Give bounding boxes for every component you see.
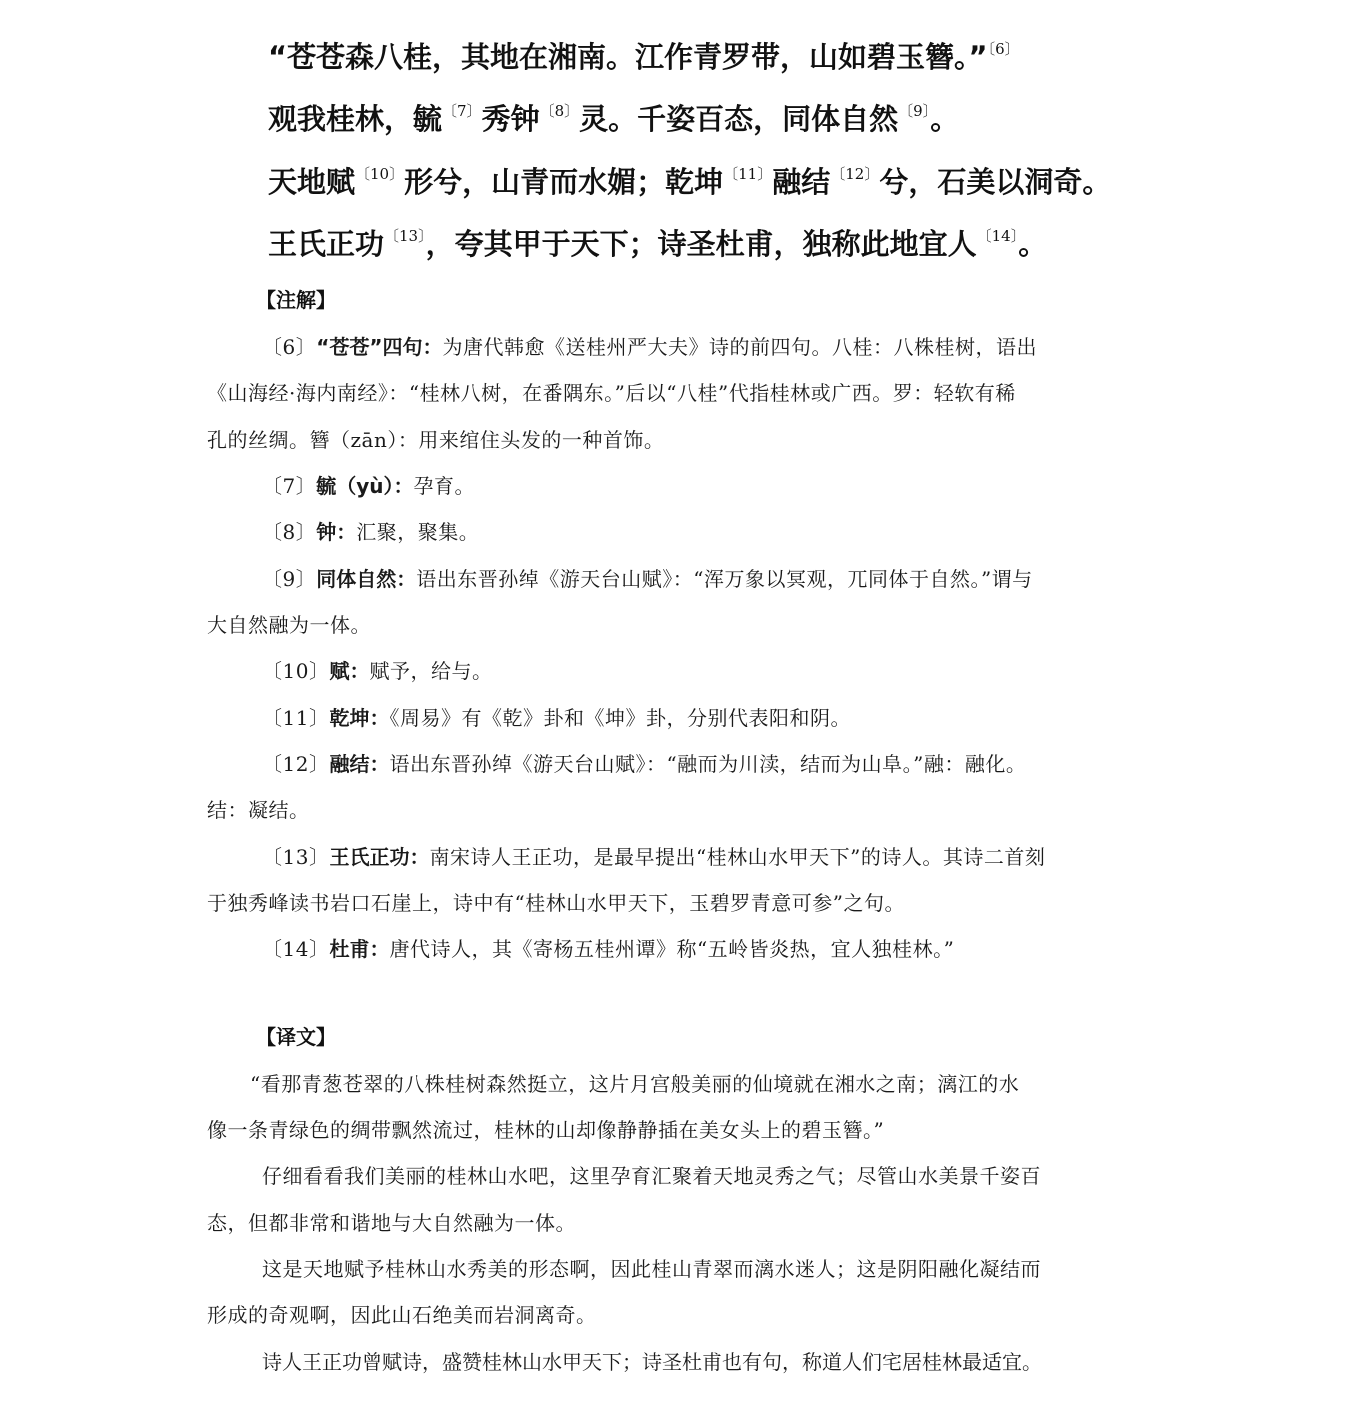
note-number: 〔11〕 bbox=[262, 706, 330, 730]
note-term: 王氏正功： bbox=[329, 845, 430, 869]
poem-text: 融结 bbox=[772, 165, 831, 199]
note-6 bbox=[262, 334, 1037, 360]
note-text: 汇聚，聚集。 bbox=[356, 520, 480, 544]
note-term: “苍苍”四句： bbox=[316, 335, 443, 359]
poem-text: 兮，石美以洞奇。 bbox=[879, 165, 1112, 199]
poem-line-3 bbox=[268, 157, 1328, 199]
note-number: 〔13〕 bbox=[262, 845, 330, 869]
poem-text: “苍苍森八桂，其地在湘南。江作青罗带，山如碧玉簪。” bbox=[268, 40, 988, 74]
footnote-ref: 〔14〕 bbox=[976, 227, 1019, 245]
poem-line-4 bbox=[268, 219, 1328, 261]
note-text: 南宋诗人王正功，是最早提出“桂林山水甲天下”的诗人。其诗二首刻 bbox=[429, 845, 1046, 869]
footnote-ref: 〔11〕 bbox=[723, 165, 773, 183]
note-text: 《周易》有《乾》卦和《坤》卦，分别代表阳和阴。 bbox=[389, 706, 851, 730]
footnote-ref: 〔13〕 bbox=[384, 227, 426, 245]
footnote-ref: 〔6〕 bbox=[987, 40, 1020, 58]
translation-p1-line-1: “看那青葱苍翠的八株桂树森然挺立，这片月宫般美丽的仙境就在湘水之南；漓江的水 bbox=[250, 1072, 1020, 1096]
note-9-line-2: 大自然融为一体。 bbox=[207, 613, 371, 637]
note-number: 〔6〕 bbox=[262, 335, 317, 359]
note-6-line-3: 孔的丝绸。簪（zān）：用来绾住头发的一种首饰。 bbox=[207, 428, 665, 452]
poem-text: 。 bbox=[930, 102, 960, 136]
note-12-line-2: 结：凝结。 bbox=[207, 798, 310, 822]
translation-p2-line-2: 态，但都非常和谐地与大自然融为一体。 bbox=[207, 1211, 576, 1235]
note-term: 毓（yù）： bbox=[316, 474, 414, 498]
poem-text: 。 bbox=[1018, 227, 1048, 261]
note-11 bbox=[262, 705, 851, 731]
note-6-line-2: 《山海经·海内南经》：“桂林八树，在番隅东。”后以“八桂”代指桂林或广西。罗：轻软有稀 bbox=[207, 381, 1016, 405]
note-number: 〔10〕 bbox=[262, 659, 330, 683]
poem-text: 秀钟 bbox=[481, 102, 540, 136]
note-term: 同体自然： bbox=[316, 567, 417, 591]
note-13-line-2: 于独秀峰读书岩口石崖上，诗中有“桂林山水甲天下，玉碧罗青意可参”之句。 bbox=[207, 891, 905, 915]
footnote-ref: 〔7〕 bbox=[442, 102, 482, 120]
poem-line-1 bbox=[268, 32, 1328, 74]
poem-text: 形兮，山青而水媚；乾坤 bbox=[404, 165, 724, 199]
note-10 bbox=[262, 658, 492, 684]
note-number: 〔8〕 bbox=[262, 520, 317, 544]
note-text: 为唐代韩愈《送桂州严大夫》诗的前四句。八桂：八株桂树，语出 bbox=[442, 335, 1038, 359]
note-text: 唐代诗人，其《寄杨五桂州谭》称“五岭皆炎热，宜人独桂林。” bbox=[389, 937, 955, 961]
note-text: 赋予，给与。 bbox=[369, 659, 493, 683]
poem-text: 观我桂林，毓 bbox=[268, 102, 443, 136]
poem-text: 王氏正功 bbox=[268, 227, 385, 261]
footnote-ref: 〔9〕 bbox=[898, 102, 931, 120]
translation-p3-line-1: 这是天地赋予桂林山水秀美的形态啊，因此桂山青翠而漓水迷人；这是阴阳融化凝结而 bbox=[262, 1257, 1041, 1281]
note-text: 语出东晋孙绰《游天台山赋》：“融而为川渎，结而为山阜。”融：融化。 bbox=[389, 752, 1027, 776]
note-term: 钟： bbox=[316, 520, 357, 544]
note-number: 〔9〕 bbox=[262, 567, 317, 591]
note-8 bbox=[262, 519, 479, 545]
poem-text: 灵。千姿百态，同体自然 bbox=[579, 102, 899, 136]
note-12 bbox=[262, 751, 1026, 777]
note-13 bbox=[262, 844, 1045, 870]
notes-heading: 【注解】 bbox=[256, 288, 336, 312]
poem-text: 天地赋 bbox=[268, 165, 356, 199]
note-9 bbox=[262, 566, 1033, 592]
note-14 bbox=[262, 936, 954, 962]
note-text: 孕育。 bbox=[413, 474, 476, 498]
footnote-ref: 〔12〕 bbox=[830, 165, 880, 183]
translation-heading: 【译文】 bbox=[256, 1025, 336, 1049]
note-term: 融结： bbox=[329, 752, 390, 776]
translation-p2-line-1: 仔细看看我们美丽的桂林山水吧，这里孕育汇聚着天地灵秀之气；尽管山水美景千姿百 bbox=[262, 1164, 1041, 1188]
note-number: 〔14〕 bbox=[262, 937, 330, 961]
translation-p4-line-1: 诗人王正功曾赋诗，盛赞桂林山水甲天下；诗圣杜甫也有句，称道人们宅居桂林最适宜。 bbox=[262, 1350, 1042, 1374]
note-number: 〔7〕 bbox=[262, 474, 317, 498]
note-number: 〔12〕 bbox=[262, 752, 330, 776]
footnote-ref: 〔8〕 bbox=[539, 102, 580, 120]
note-term: 乾坤： bbox=[329, 706, 390, 730]
note-term: 杜甫： bbox=[329, 937, 390, 961]
note-text: 语出东晋孙绰《游天台山赋》：“浑万象以冥观，兀同体于自然。”谓与 bbox=[416, 567, 1033, 591]
poem-line-2 bbox=[268, 94, 1328, 136]
note-term: 赋： bbox=[329, 659, 370, 683]
translation-p3-line-2: 形成的奇观啊，因此山石绝美而岩洞离奇。 bbox=[207, 1303, 597, 1327]
poem-text: ，夸其甲于天下；诗圣杜甫，独称此地宜人 bbox=[425, 227, 977, 261]
note-7 bbox=[262, 473, 475, 499]
footnote-ref: 〔10〕 bbox=[355, 165, 405, 183]
translation-p1-line-2: 像一条青绿色的绸带飘然流过，桂林的山却像静静插在美女头上的碧玉簪。” bbox=[207, 1118, 885, 1142]
